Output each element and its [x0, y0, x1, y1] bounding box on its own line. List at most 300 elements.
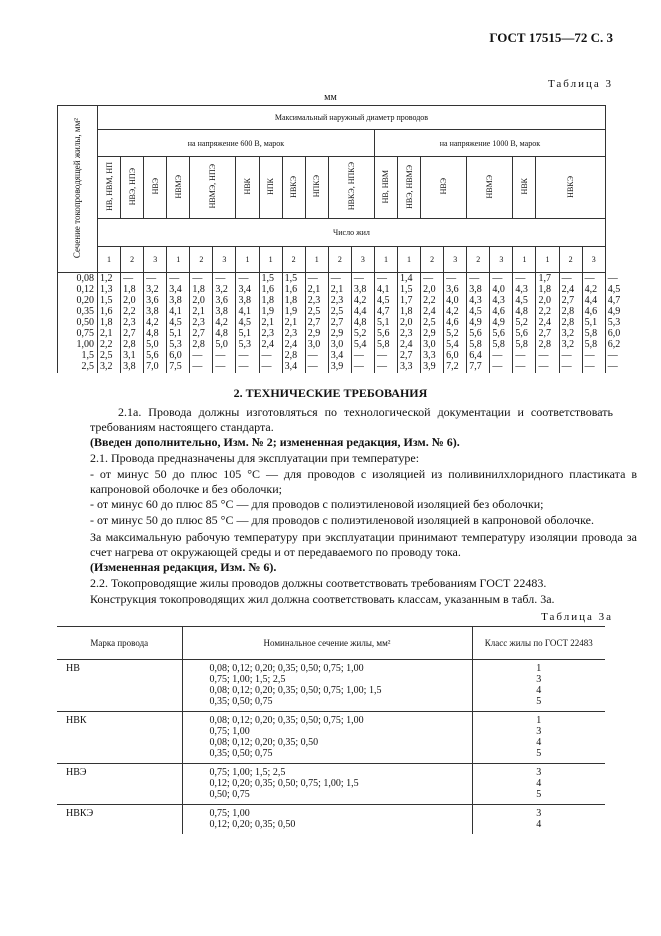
- core-count: 2: [467, 247, 490, 273]
- section-column-header: [58, 106, 98, 273]
- diameter-value: 5,1: [376, 317, 390, 328]
- section-value: 0,35: [76, 306, 94, 317]
- section-value: 0,12: [76, 284, 94, 295]
- t3a-brand: НВЭ: [57, 764, 182, 805]
- t3a-class-value: 5: [536, 748, 542, 759]
- t3a-sections: [182, 660, 472, 712]
- t3a-brand: НВКЭ: [57, 805, 182, 835]
- diameter-value: 1,5: [261, 273, 275, 284]
- diameter-value: —: [492, 273, 503, 284]
- para-2-1a: 2.1а. Провода должны изготовляться по технологической документации и соответствовать требованиям настоящего стандарта.: [90, 405, 613, 434]
- diameter-value: 2,5: [330, 306, 344, 317]
- brand-label: НВКЭ, НПКЭ: [346, 162, 356, 211]
- diameter-value: 1,8: [284, 295, 298, 306]
- diameter-value: 5,8: [515, 339, 528, 350]
- diameter-value: 2,0: [123, 295, 136, 306]
- diameter-value: 5,2: [446, 328, 459, 339]
- diameter-column: [121, 273, 144, 373]
- t3a-class-value: 1: [536, 715, 542, 726]
- diameter-value: 3,6: [446, 284, 459, 295]
- diameter-value: —: [492, 361, 503, 372]
- brand-label: НВЭ: [150, 178, 160, 195]
- diameter-value: 2,7: [538, 328, 551, 339]
- diameter-value: 3,8: [469, 284, 482, 295]
- t3a-classes: [472, 764, 605, 805]
- voltage-1000-header: на напряжение 1000 В, марок: [374, 130, 605, 157]
- diameter-column: [236, 273, 259, 373]
- diameter-value: 2,0: [423, 284, 436, 295]
- diameter-value: —: [192, 273, 203, 284]
- t3a-brand: НВ: [57, 660, 182, 712]
- diameter-value: 1,6: [284, 284, 298, 295]
- diameter-value: 3,0: [423, 339, 436, 350]
- core-count: 1: [374, 247, 397, 273]
- diameter-value: 4,2: [353, 295, 367, 306]
- diameter-value: 2,3: [284, 328, 298, 339]
- diameter-value: 2,1: [284, 317, 298, 328]
- diameter-value: 4,7: [376, 306, 390, 317]
- t3a-section-value: 0,12; 0,20; 0,35; 0,50; 0,75; 1,00; 1,5: [209, 778, 359, 789]
- core-count: 1: [167, 247, 190, 273]
- section-value: 0,75: [76, 328, 94, 339]
- diameter-value: 4,1: [376, 284, 390, 295]
- diameter-value: 3,8: [169, 295, 182, 306]
- core-count: 2: [282, 247, 305, 273]
- core-count: 1: [259, 247, 282, 273]
- diameter-value: 3,6: [146, 295, 159, 306]
- core-count: 3: [444, 247, 467, 273]
- diameter-value: 2,2: [423, 295, 436, 306]
- diameter-value: 3,2: [561, 339, 575, 350]
- diameter-value: —: [353, 361, 364, 372]
- t3a-section-value: 0,35; 0,50; 0,75: [209, 748, 273, 759]
- diameter-value: —: [261, 350, 272, 361]
- diameter-value: 3,8: [123, 361, 136, 372]
- t3a-section-value: 0,08; 0,12; 0,20; 0,35; 0,50; 0,75; 1,00; 1,5: [209, 685, 382, 696]
- diameter-column: [282, 273, 305, 373]
- diameter-value: 2,8: [284, 350, 298, 361]
- t3a-section-value: 0,35; 0,50; 0,75: [209, 696, 273, 707]
- diameter-column: [421, 273, 444, 373]
- diameter-value: 5,8: [376, 339, 390, 350]
- diameter-value: 2,7: [307, 317, 321, 328]
- diameter-value: 2,2: [100, 339, 113, 350]
- section-value: 0,20: [76, 295, 94, 306]
- core-count: 3: [213, 247, 236, 273]
- t3a-group: [57, 764, 605, 805]
- brand-1000-4: [513, 157, 536, 219]
- diameter-value: 2,7: [330, 317, 344, 328]
- diameter-column: [305, 273, 328, 373]
- diameter-value: 2,7: [400, 350, 413, 361]
- page-header: ГОСТ 17515—72 С. 3: [489, 30, 613, 45]
- diameter-column: [351, 273, 374, 373]
- diameter-value: —: [561, 273, 572, 284]
- diameter-value: 2,7: [123, 328, 136, 339]
- diameter-value: 3,4: [284, 361, 298, 372]
- diameter-column: [374, 273, 397, 373]
- core-count: 2: [328, 247, 351, 273]
- diameter-value: 2,0: [400, 317, 413, 328]
- diameter-value: 2,7: [561, 295, 575, 306]
- diameter-value: 5,6: [515, 328, 528, 339]
- diameter-value: 2,1: [261, 317, 275, 328]
- diameter-value: 4,5: [238, 317, 251, 328]
- section2-title: 2. ТЕХНИЧЕСКИЕ ТРЕБОВАНИЯ: [233, 386, 428, 400]
- diameter-value: —: [584, 361, 595, 372]
- diameter-value: 2,5: [423, 317, 436, 328]
- diameter-value: 5,2: [353, 328, 367, 339]
- table3a: [57, 626, 605, 834]
- brand-1000-0: [374, 157, 397, 219]
- diameter-value: —: [169, 273, 180, 284]
- t3a-sections: [182, 712, 472, 764]
- t3a-header-brand: Марка провода: [57, 627, 182, 660]
- diameter-value: 7,2: [446, 361, 459, 372]
- t3a-sections: [182, 805, 472, 835]
- diameter-value: 4,5: [169, 317, 182, 328]
- brand-600-7: [282, 157, 305, 219]
- t3a-class-value: 3: [536, 767, 542, 778]
- t3a-section-value: 0,12; 0,20; 0,35; 0,50: [209, 819, 296, 830]
- diameter-value: 3,4: [169, 284, 182, 295]
- diameter-value: 2,3: [261, 328, 275, 339]
- t3a-section-value: 0,08; 0,12; 0,20; 0,35; 0,50; 0,75; 1,00: [209, 663, 364, 674]
- para-temp-3: - от минус 50 до плюс 85 °С — для проводов с полиэтиленовой изоляцией в капроновой оболочке.: [90, 513, 594, 527]
- diameter-value: 2,4: [400, 339, 413, 350]
- diameter-value: 1,9: [284, 306, 298, 317]
- section-value: 0,08: [76, 273, 94, 284]
- diameter-value: 3,2: [100, 361, 113, 372]
- brand-label: НПК: [266, 178, 276, 195]
- diameter-value: 1,8: [261, 295, 275, 306]
- diameter-value: 2,2: [123, 306, 136, 317]
- diameter-value: —: [192, 350, 203, 361]
- t3a-class-value: 3: [536, 726, 542, 737]
- diameter-value: 2,7: [192, 328, 205, 339]
- voltage-600-header: на напряжение 600 В, марок: [98, 130, 375, 157]
- diameter-value: 3,9: [330, 361, 344, 372]
- brand-label: НВ, НВМ: [381, 169, 391, 204]
- brand-label: НВКЭ: [566, 175, 576, 198]
- diameter-value: 5,1: [584, 317, 598, 328]
- t3a-classes: [472, 712, 605, 764]
- diameter-value: 2,4: [284, 339, 298, 350]
- diameter-value: 1,9: [261, 306, 275, 317]
- diameter-value: 3,8: [353, 284, 367, 295]
- diameter-value: 4,9: [469, 317, 482, 328]
- section-title: Сечение токопроводящей жилы, мм²: [72, 117, 82, 259]
- diameter-value: 4,2: [146, 317, 159, 328]
- diameter-value: 2,5: [307, 306, 321, 317]
- diameter-value: —: [261, 361, 272, 372]
- t3a-section-value: 0,08; 0,12; 0,20; 0,35; 0,50: [209, 737, 319, 748]
- brand-label: НВЭ, НПЭ: [127, 167, 137, 206]
- diameter-value: 2,4: [538, 317, 551, 328]
- diameter-value: 7,5: [169, 361, 182, 372]
- diameter-value: 2,8: [192, 339, 205, 350]
- diameter-value: 5,6: [146, 350, 159, 361]
- diameter-value: 1,6: [100, 306, 113, 317]
- core-count: 1: [98, 247, 121, 273]
- diameter-value: 2,4: [261, 339, 275, 350]
- diameter-value: 3,0: [330, 339, 344, 350]
- max-diameter-header: Максимальный наружный диаметр проводов: [98, 106, 606, 130]
- diameter-value: —: [561, 350, 572, 361]
- diameter-value: 2,9: [423, 328, 436, 339]
- core-count: 3: [351, 247, 374, 273]
- diameter-value: —: [561, 361, 572, 372]
- diameter-value: 3,2: [561, 328, 575, 339]
- diameter-value: 2,3: [330, 295, 344, 306]
- diameter-value: 6,0: [446, 350, 459, 361]
- diameter-value: 2,9: [307, 328, 321, 339]
- diameter-value: 1,8: [538, 284, 551, 295]
- diameter-value: —: [146, 273, 157, 284]
- t3a-class-value: 4: [536, 778, 542, 789]
- para-2-1a-note: (Введен дополнительно, Изм. № 2; измененная редакция, Изм. № 6).: [90, 435, 460, 449]
- diameter-value: 3,2: [146, 284, 159, 295]
- diameter-value: 3,4: [238, 284, 251, 295]
- brand-600-6: [259, 157, 282, 219]
- diameter-value: 1,7: [400, 295, 413, 306]
- t3a-class-value: 5: [536, 789, 542, 800]
- brand-label: НВМЭ, НПЭ: [208, 164, 218, 209]
- diameter-value: 2,1: [100, 328, 113, 339]
- diameter-value: 4,6: [492, 306, 505, 317]
- core-count: 1: [513, 247, 536, 273]
- diameter-value: —: [423, 273, 434, 284]
- brand-label: НВК: [243, 178, 252, 195]
- brand-label: НВ, НВМ, НП: [104, 162, 114, 211]
- t3a-section-value: 0,08; 0,12; 0,20; 0,35; 0,50; 0,75; 1,00: [209, 715, 364, 726]
- para-temp-2: - от минус 60 до плюс 85 °С — для проводов с полиэтиленовой изоляцией без оболочки;: [90, 497, 544, 511]
- section-values: [58, 273, 98, 373]
- diameter-value: 5,3: [169, 339, 182, 350]
- diameter-column: [190, 273, 213, 373]
- diameter-value: —: [376, 350, 387, 361]
- brand-600-3: [167, 157, 190, 219]
- diameter-value: 2,4: [561, 284, 575, 295]
- diameter-value: —: [238, 361, 249, 372]
- diameter-value: 7,0: [146, 361, 159, 372]
- diameter-column: [167, 273, 190, 373]
- section-value: 0,50: [76, 317, 94, 328]
- brand-600-5: [236, 157, 259, 219]
- diameter-value: 2,3: [123, 317, 136, 328]
- core-count: 2: [121, 247, 144, 273]
- diameter-value: 2,5: [100, 350, 113, 361]
- diameter-value: 3,1: [123, 350, 136, 361]
- t3a-section-value: 0,75; 1,00: [209, 726, 250, 737]
- diameter-column: [98, 273, 121, 373]
- diameter-value: —: [376, 273, 387, 284]
- core-count: 1: [236, 247, 259, 273]
- diameter-column: [444, 273, 467, 373]
- diameter-value: 2,8: [561, 306, 575, 317]
- table3-caption: Таблица 3: [547, 78, 613, 90]
- diameter-value: 4,0: [446, 295, 459, 306]
- t3a-class-value: 3: [536, 808, 542, 819]
- section-value: 1,00: [76, 339, 94, 350]
- t3a-class-value: 1: [536, 663, 542, 674]
- table3-body: 0,08 0,12 0,20 0,35 0,50 0,75 1,00 1,5 2,5 1,2 1,3 1,5 1,6 1,8 2,1 2,2 2,5 3,2 — 1,8 2,0 2,2 2,3 2,7 2,8 3,1 3,8 — 3,2 3,6 3,8 4,2 4,8 5,0 5,6 7,0 — 3,4 3,8 4,1 4,5 5,1 5,3 6,0 7,5 — 1,8 2,0 2,1 2,3 2,7 2,8 — — — 3,2 3,6 3,8 4,2 4,8 5,0 — — — 3,4 3,8 4,1 4,5 5,1 5,3 — — 1,5 1,6 1,8 1,9 2,1 2,3 2,4 — — 1,5 1,6 1,8 1,9 2,1 2,3 2,4 2,8 3,4 — 2,1 2,3 2,5 2,7 2,9 3,0 — — — 2,1 2,3 2,5 2,7 2,9 3,0 3,4 3,9 — 3,8 4,2 4,4 4,8 5,2 5,4 — — — 4,1 4,5 4,7 5,1 5,6 5,8 — — 1,4 1,5 1,7 1,8 2,0 2,3 2,4 2,7 3,3 — 2,0 2,2 2,4 2,5 2,9 3,0 3,3 3,9 — 3,6 4,0 4,2 4,6 5,2 5,4 6,0 7,2 — 3,8 4,3 4,5 4,9 5,6 5,8 6,4 7,7 — 4,0 4,3 4,6 4,9 5,6 5,8 — — — 4,3 4,5 4,8 5,2 5,6 5,8 — — 1,7 1,8 2,0 2,2 2,4 2,7 2,8 — — — 2,4 2,7 2,8 2,8 3,2 3,2 — — — 4,2 4,4 4,6 5,1 5,8 5,8 — — — 4,5 4,7 4,9 5,3 6,0 6,2 — —: [57, 273, 606, 373]
- t3a-class-value: 4: [536, 737, 542, 748]
- diameter-value: 3,2: [215, 284, 228, 295]
- diameter-value: 1,5: [284, 273, 298, 284]
- brand-600-2: [144, 157, 167, 219]
- diameter-value: —: [123, 273, 134, 284]
- diameter-value: 4,9: [492, 317, 505, 328]
- diameter-value: 2,8: [123, 339, 136, 350]
- diameter-value: 3,8: [238, 295, 251, 306]
- t3a-section-value: 0,50; 0,75: [209, 789, 250, 800]
- diameter-value: 1,2: [100, 273, 113, 284]
- diameter-column: [513, 273, 536, 373]
- diameter-value: 3,8: [146, 306, 159, 317]
- diameter-value: —: [215, 361, 226, 372]
- diameter-value: 4,6: [584, 306, 598, 317]
- diameter-value: 2,1: [307, 284, 321, 295]
- brand-600-0: [98, 157, 121, 219]
- diameter-value: 5,3: [238, 339, 251, 350]
- diameter-value: 5,0: [215, 339, 228, 350]
- t3a-sections: [182, 764, 472, 805]
- diameter-value: —: [307, 350, 318, 361]
- para-2-1: 2.1. Провода предназначены для эксплуатации при температуре:: [90, 451, 420, 465]
- diameter-value: 1,7: [538, 273, 551, 284]
- core-count: 1: [398, 247, 421, 273]
- diameter-value: 2,8: [538, 339, 551, 350]
- diameter-column: [144, 273, 167, 373]
- diameter-value: 3,9: [423, 361, 436, 372]
- brand-label: НВК: [519, 178, 529, 195]
- diameter-value: 5,8: [469, 339, 482, 350]
- brand-1000-1: [398, 157, 421, 219]
- para-temp-1: - от минус 50 до плюс 105 °С — для проводов с изоляцией из поливинилхлоридного пластиката в капроновой оболочке и без оболочки;: [90, 467, 637, 496]
- diameter-value: 4,4: [584, 295, 598, 306]
- diameter-value: 1,8: [400, 306, 413, 317]
- core-count: 1: [305, 247, 328, 273]
- section-value: 1,5: [81, 350, 94, 361]
- diameter-value: —: [584, 273, 595, 284]
- diameter-value: —: [238, 273, 249, 284]
- section-value: 2,5: [81, 361, 94, 372]
- t3a-class-value: 4: [536, 685, 542, 696]
- t3a-class-value: 5: [536, 696, 542, 707]
- diameter-column: [213, 273, 236, 373]
- diameter-value: 1,8: [100, 317, 113, 328]
- diameter-value: 4,8: [215, 328, 228, 339]
- diameter-column: [259, 273, 282, 373]
- diameter-value: 5,4: [353, 339, 367, 350]
- diameter-value: 5,1: [169, 328, 182, 339]
- diameter-value: —: [515, 361, 526, 372]
- diameter-value: 5,1: [238, 328, 251, 339]
- t3a-class-value: 3: [536, 674, 542, 685]
- diameter-value: 2,8: [561, 317, 575, 328]
- diameter-value: 4,1: [238, 306, 251, 317]
- t3a-group: [57, 660, 605, 712]
- diameter-column: [582, 273, 605, 373]
- t3a-brand: НВК: [57, 712, 182, 764]
- t3a-class-value: 4: [536, 819, 542, 830]
- diameter-value: —: [538, 361, 549, 372]
- diameter-value: 1,4: [400, 273, 413, 284]
- diameter-value: 4,5: [515, 295, 528, 306]
- diameter-value: —: [307, 273, 318, 284]
- diameter-value: 4,8: [515, 306, 528, 317]
- t3a-header-class: Класс жилы по ГОСТ 22483: [472, 627, 605, 660]
- diameter-value: —: [515, 273, 526, 284]
- diameter-value: 4,4: [353, 306, 367, 317]
- diameter-value: 5,8: [492, 339, 505, 350]
- diameter-value: 4,5: [469, 306, 482, 317]
- diameter-value: 4,3: [492, 295, 505, 306]
- diameter-column: [328, 273, 351, 373]
- brand-1000-2: [421, 157, 467, 219]
- diameter-column: [490, 273, 513, 373]
- diameter-value: 4,6: [446, 317, 459, 328]
- brand-600-9: [328, 157, 374, 219]
- diameter-value: —: [215, 350, 226, 361]
- t3a-section-value: 0,75; 1,00: [209, 808, 250, 819]
- diameter-value: 5,6: [492, 328, 505, 339]
- core-count: 2: [190, 247, 213, 273]
- diameter-column: [536, 273, 559, 373]
- diameter-value: —: [492, 350, 503, 361]
- brand-1000-3: [467, 157, 513, 219]
- para-max-temp: За максимальную рабочую температуру при эксплуатации принимают температуру изоляции провода за счет нагрева от окружающей среды и от передаваемого по проводу тока.: [90, 530, 637, 559]
- diameter-value: 5,6: [376, 328, 390, 339]
- diameter-value: 1,8: [192, 284, 205, 295]
- diameter-value: —: [515, 350, 526, 361]
- diameter-value: —: [469, 273, 480, 284]
- t3a-classes: [472, 805, 605, 835]
- core-count: 3: [582, 247, 605, 273]
- core-count: 3: [144, 247, 167, 273]
- diameter-value: 2,3: [307, 295, 321, 306]
- diameter-value: 1,3: [100, 284, 113, 295]
- diameter-value: 2,1: [192, 306, 205, 317]
- diameter-value: —: [353, 273, 364, 284]
- diameter-value: 1,5: [400, 284, 413, 295]
- table3a-caption: Таблица 3а: [541, 611, 613, 623]
- diameter-value: 5,2: [515, 317, 528, 328]
- diameter-value: 6,0: [169, 350, 182, 361]
- diameter-value: 3,0: [307, 339, 321, 350]
- diameter-value: —: [353, 350, 364, 361]
- diameter-value: 5,0: [146, 339, 159, 350]
- cores-label: Число жил: [98, 219, 606, 247]
- diameter-column: [559, 273, 582, 373]
- diameter-value: —: [215, 273, 226, 284]
- t3a-section-value: 0,75; 1,00; 1,5; 2,5: [209, 767, 286, 778]
- t3a-section-value: 0,75; 1,00; 1,5; 2,5: [209, 674, 286, 685]
- diameter-column: [398, 273, 421, 373]
- diameter-value: 2,1: [330, 284, 344, 295]
- diameter-value: 3,3: [400, 361, 413, 372]
- diameter-value: —: [376, 361, 387, 372]
- table3-unit: мм: [324, 92, 337, 103]
- diameter-value: 5,8: [584, 328, 598, 339]
- brand-label: НВМЭ: [173, 174, 183, 199]
- brand-600-8: [305, 157, 328, 219]
- diameter-value: 4,2: [446, 306, 459, 317]
- diameter-value: —: [238, 350, 249, 361]
- para-2-2: 2.2. Токопроводящие жилы проводов должны соответствовать требованиям ГОСТ 22483.: [90, 576, 547, 590]
- diameter-value: 2,0: [192, 295, 205, 306]
